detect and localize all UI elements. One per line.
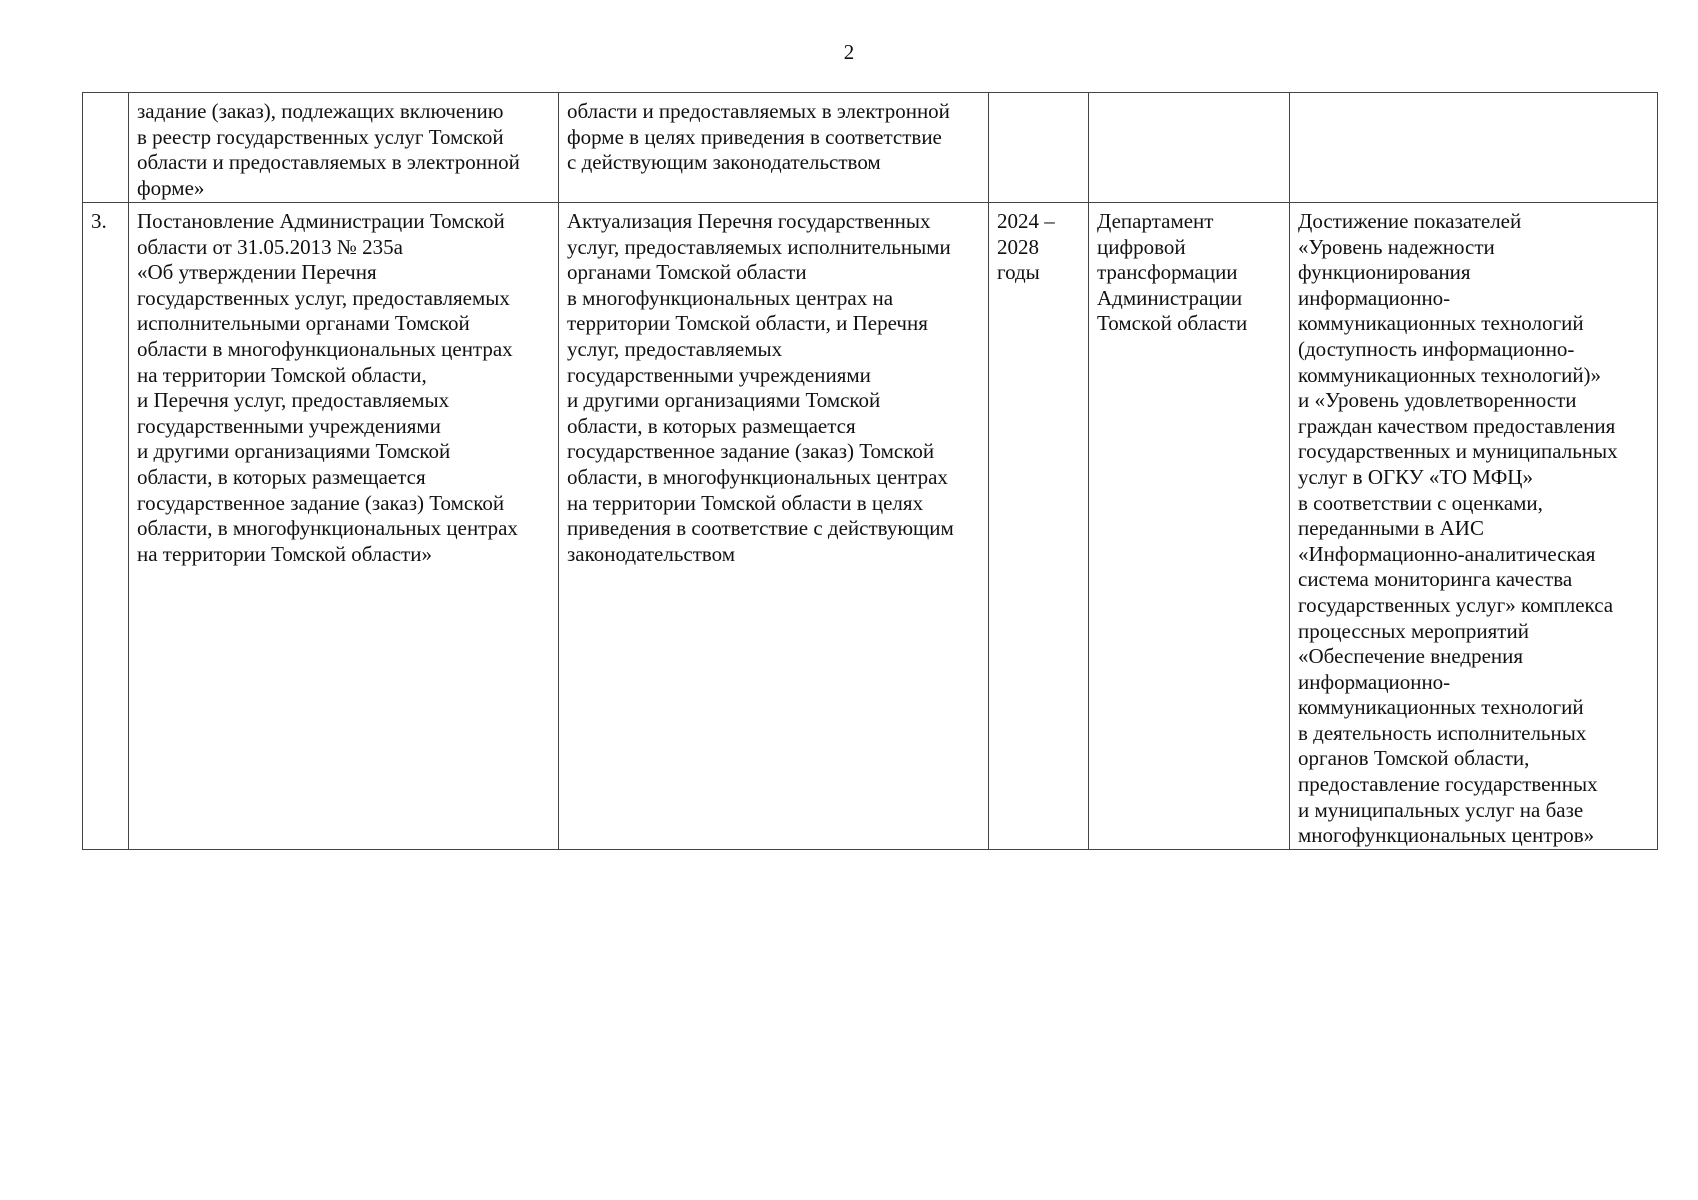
cell-document: Постановление Администрации Томской области от 31.05.2013 № 235а «Об утверждении Перечня государственных услуг, предоставляемых исполнительными органами Томской области в многофункциональных центрах на территории Томской области, и Перечня услуг, предоставляемых государственными учреждениями и другими организациями Томской области, в которых размещается государственное задание (заказ) Томской области, в многофункциональных центрах на территории Томской области» (129, 203, 559, 850)
page-number: 2 (843, 40, 855, 64)
cell-purpose: области и предоставляемых в электронной форме в целях приведения в соответствие с действующим законодательством (559, 93, 989, 203)
table-row (83, 93, 1658, 203)
table-row (83, 203, 1658, 850)
cell-purpose: Актуализация Перечня государственных услуг, предоставляемых исполнительными органами Томской области в многофункциональных центрах на территории Томской области, и Перечня услуг, предоставляемых государственными учреждениями и другими организациями Томской области, в которых размещается государственное задание (заказ) Томской области, в многофункциональных центрах на территории Томской области в целях приведения в соответствие с действующим законодательством (559, 203, 989, 850)
cell-period (989, 93, 1089, 203)
cell-result (1290, 93, 1658, 203)
cell-number: 3. (83, 203, 129, 850)
cell-responsible: Департамент цифровой трансформации Администрации Томской области (1089, 203, 1290, 850)
cell-number (83, 93, 129, 203)
cell-period: 2024 – 2028 годы (989, 203, 1089, 850)
measures-table (82, 92, 1658, 850)
cell-responsible (1089, 93, 1290, 203)
cell-document: задание (заказ), подлежащих включению в реестр государственных услуг Томской области и предоставляемых в электронной форме» (129, 93, 559, 203)
cell-result: Достижение показателей «Уровень надежности функционирования информационно- коммуникационных технологий (доступность информационно- коммуникационных технологий)» и «Уровень удовлетворенности граждан качеством предоставления государственных и муниципальных услуг в ОГКУ «ТО МФЦ» в соответствии с оценками, переданными в АИС «Информационно-аналитическая система мониторинга качества государственных услуг» комплекса процессных мероприятий «Обеспечение внедрения информационно- коммуникационных технологий в деятельность исполнительных органов Томской области, предоставление государственных и муниципальных услуг на базе многофункциональных центров» (1290, 203, 1658, 850)
